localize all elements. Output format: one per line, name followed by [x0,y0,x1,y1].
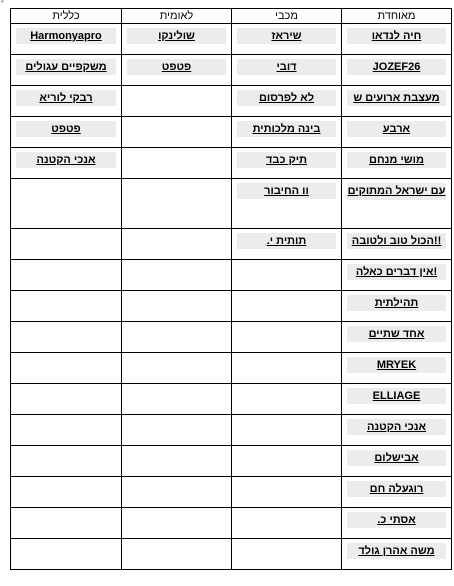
cell-text: רוגעלה חם [347,481,446,497]
cell-text: מעצבת ארועים ש [347,90,446,106]
table-row [11,415,452,446]
table-cell [232,260,342,291]
cell-text: משה אהרן גולד [347,543,446,559]
table-cell [342,539,452,570]
cell-text: ארבע [347,121,446,137]
cell-text: אנכי הקטנה [347,419,446,435]
table-cell [122,446,232,477]
table-cell [342,229,452,260]
table-cell [122,322,232,353]
table-cell [232,508,342,539]
column-header: מאוחדת [342,9,452,24]
table-row [11,322,452,353]
table-cell [342,353,452,384]
cell-text: פטפט [16,121,116,137]
header-row [11,9,452,24]
table-row [11,508,452,539]
table-cell [232,229,342,260]
table-row [11,539,452,570]
table-cell [342,415,452,446]
table-cell [232,477,342,508]
column-header: מכבי [232,9,342,24]
table-row [11,24,452,55]
cell-text: תותית י. [237,233,336,249]
table-cell [122,229,232,260]
cell-text: דובי [237,59,336,75]
table-cell [122,24,232,55]
table-cell [342,446,452,477]
cell-text: !אין דברים כאלה [347,264,446,280]
table-cell [122,148,232,179]
table-row [11,446,452,477]
table-cell [11,415,122,446]
table-cell [11,384,122,415]
table-row [11,148,452,179]
cell-text: אנכי הקטנה [16,152,116,168]
table-row [11,86,452,117]
table-cell [232,55,342,86]
table-cell [11,446,122,477]
table-row [11,179,452,229]
cell-text: תיק כבד [237,152,336,168]
table-cell [342,148,452,179]
table-cell [122,353,232,384]
table-row [11,353,452,384]
table-cell [11,229,122,260]
table-cell [122,179,232,229]
table-cell [342,86,452,117]
table-cell [11,86,122,117]
table-cell [232,384,342,415]
table-cell [232,446,342,477]
table-cell [232,415,342,446]
table-row [11,229,452,260]
cell-text: Harmonyapro [16,28,116,44]
table-cell [11,260,122,291]
table-cell [122,539,232,570]
cell-text: אחד שתיים [347,326,446,342]
table-cell [11,24,122,55]
table-cell [122,117,232,148]
table-cell [342,24,452,55]
anchor-mark: * [1,0,4,7]
table-cell [342,179,452,229]
cell-text: פטפט [127,59,226,75]
table-cell [122,415,232,446]
cell-text: שולינקו [127,28,226,44]
table-cell [342,260,452,291]
table-cell [342,322,452,353]
table-cell [11,148,122,179]
table-cell [342,117,452,148]
cell-text: משקפיים עגולים [16,59,116,75]
table-row [11,117,452,148]
cell-text: !!הכול טוב ולטובה [347,233,446,249]
table-cell [122,291,232,322]
table-cell [11,477,122,508]
table-cell [232,539,342,570]
cell-text: בינה מלכותית [237,121,336,137]
table-cell [232,291,342,322]
table-cell [232,179,342,229]
table-cell [232,24,342,55]
table-cell [11,55,122,86]
table-cell [11,291,122,322]
table-cell [122,86,232,117]
table-cell [11,179,122,229]
table-row [11,260,452,291]
table-cell [232,117,342,148]
table-cell [122,508,232,539]
table-cell [342,384,452,415]
cell-text: חיה לנדאו [347,28,446,44]
table-row [11,55,452,86]
cell-text: תהילתית [347,295,446,311]
column-header: כללית [11,9,122,24]
table-cell [11,508,122,539]
cell-text: רבקי לוריא [16,90,116,106]
cell-text: JOZEF26 [347,59,446,75]
table-cell [122,384,232,415]
table-cell [122,260,232,291]
cell-text: וו החיבור [237,183,336,199]
table-cell [11,539,122,570]
table-cell [122,55,232,86]
table-cell [342,477,452,508]
table-row [11,291,452,322]
column-header: לאומית [122,9,232,24]
table-cell [11,322,122,353]
table-row [11,384,452,415]
table-row [11,477,452,508]
cell-text: ELLIAGE [347,388,446,404]
table-cell [232,86,342,117]
cell-text: עם ישראל המתוקים [347,183,446,200]
table-cell [11,117,122,148]
table-cell [232,353,342,384]
table-cell [342,508,452,539]
table-cell [232,322,342,353]
table-cell [342,55,452,86]
cell-text: מושי מנחם [347,152,446,168]
cell-text: לא לפרסום [237,90,336,106]
cell-text: MRYEK [347,357,446,373]
cell-text: אסתי כ. [347,512,446,528]
table-cell [342,291,452,322]
table-cell [122,477,232,508]
participants-table [10,8,452,570]
cell-text: שיראז [237,28,336,44]
table-cell [11,353,122,384]
cell-text: אבישלום [347,450,446,466]
table-cell [232,148,342,179]
